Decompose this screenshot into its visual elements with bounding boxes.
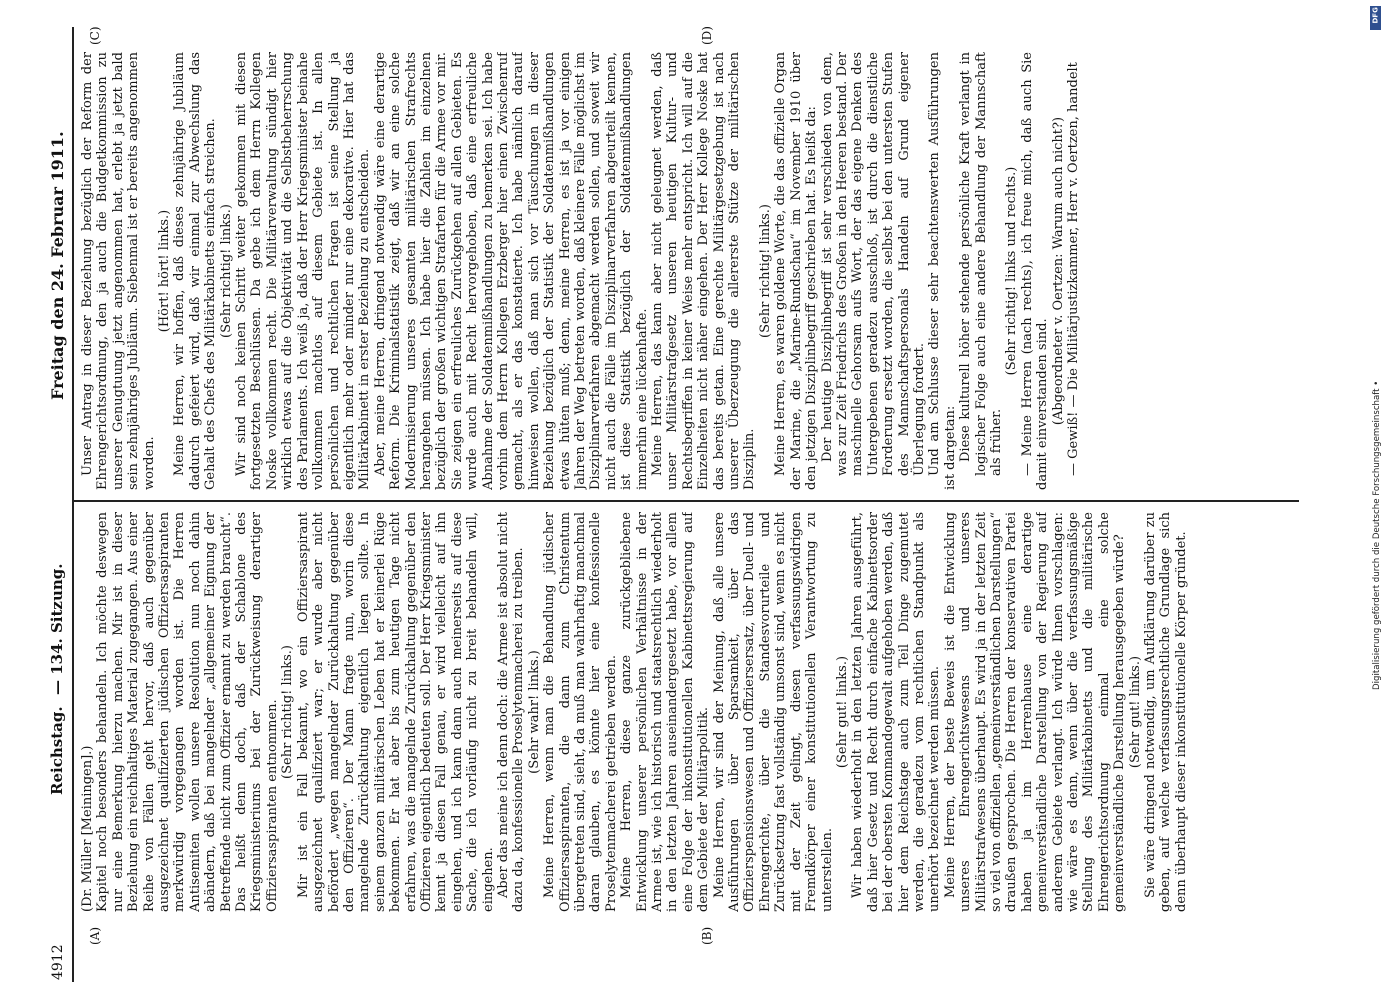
margin-marker-c: (C) <box>88 26 102 45</box>
paragraph: Meine Herren, wir hoffen, daß dieses zehnjährige Jubiläum dadurch gefeiert wird, daß wir einmal zur Abwechslung das Gehalt des Chefs des Militärkabinetts einfach streichen. <box>172 52 219 490</box>
speaker-line: (Dr. Müller [Meiningen].) <box>80 745 95 912</box>
paragraph: Meine Herren, der beste Beweis ist die Entwicklung unseres Ehrengerichtswesens und unseres Militärstrafwesens überhaupt. Es wird ja in der letzten Zeit so viel von offiziellen „gemeinverständlichen Darstellungen“ draußen gesprochen. Die Herren der konservativen Partei haben ja im Herrenhause eine derartige gemeinverständliche Darstellung von der Regierung auf anderem Gebiete verlangt. Ich würde Ihnen vorschlagen: wie wäre es denn, wenn über die verfassungsmäßige Stellung des Militärkabinetts und die militärische Ehrengerichtsordnung einmal eine solche gemeinverständliche Darstellung herausgegeben würde? <box>942 512 1128 912</box>
paragraph: Aber das meine ich denn doch: die Armee ist absolut nicht dazu da, konfessionelle Proselytenmacherei zu treiben. <box>495 512 527 912</box>
margin-marker-d: (D) <box>700 26 714 45</box>
paragraph: Wir haben wiederholt in den letzten Jahren ausgeführt, daß hier Gesetz und Recht durch einfache Kabinettsorder bei der obersten Kommandogewalt aufgehoben werden, daß hier dem Reichstage auch zum Teil Dinge zugemutet werden, die geradezu vom rechtlichen Standpunkt als unerhört bezeichnet werden müssen. <box>850 512 943 912</box>
page-number: 4912 <box>50 944 66 980</box>
digitization-credit: Digitalisierung gefördert durch die Deutsche Forschungsgemeinschaft • <box>1372 380 1382 690</box>
column-divider <box>74 501 1299 503</box>
quotation: Der heutige Disziplinbegriff ist sehr verschieden von dem, was zur Zeit Friedrichs des Großen in den Heeren bestand. Der maschinelle Gehorsam aufs Wort, der das eigene Denken des Untergebenen geradezu ausschloß, ist durch die dienstliche Forderung ersetzt worden, die selbst bei den untersten Stufen des Mannschaftspersonals Handeln auf Grund eigener Überlegung fordert. <box>819 52 927 476</box>
interjection: (Sehr richtig! links.) <box>218 204 234 338</box>
paragraph: Unser Antrag in dieser Beziehung bezüglich der Reform der Ehrengerichtsordnung, den ja auch die Budgetkommission zu unserer Genugtuung jetzt angenommen hat, erlebt ja jetzt bald sein zehnjähriges Jubiläum. Siebenmal ist er bereits angenommen worden. <box>80 52 157 490</box>
margin-marker-b: (B) <box>700 926 714 945</box>
paragraph: — Gewiß! — Die Militärjustizkammer, Herr v. Oertzen, handelt <box>1066 62 1081 476</box>
interjection: (Hört! hört! links.) <box>157 209 173 333</box>
left-column <box>80 512 1340 912</box>
paragraph: Meine Herren, es waren goldene Worte, die das offizielle Organ der Marine, die „Marine-Rundschau“ im November 1910 über den jetzigen Disziplinbegriff geschrieben hat. Es heißt da: <box>773 52 820 490</box>
interjection: (Sehr richtig! links.) <box>280 645 296 779</box>
paragraph: Sie wäre dringend notwendig, um Aufklärung darüber zu geben, auf welche verfassungsrechtliche Grundlage sich denn überhaupt dieser inkonstitutionelle Körper gründet. <box>1143 512 1189 912</box>
session-label: — 134. Sitzung. <box>48 563 66 695</box>
paragraph: Meine Herren, wenn man die Behandlung jüdischer Offiziersaspiranten, die dann zum Christentum übergetreten sind, sieht, da muß man wahrhaftig manchmal daran glauben, es könnte hier eine konfessionelle Proselytenmacherei getrieben werden. <box>542 512 619 912</box>
paragraph: Wir sind noch keinen Schritt weiter gekommen mit diesen fortgesetzten Beschlüssen. Da gebe ich dem Herrn Kollegen Noske vollkommen recht. Die Militärverwaltung sündigt hier wirklich etwas auf die Objektivität und die Selbstbeherrschung des Parlaments. Ich weiß ja, daß der Herr Kriegsminister beinahe vollkommen machtlos auf diesem Gebiete ist. In allen persönlichen und rechtlichen Fragen ist seine Stellung ja eigentlich mehr oder minder nur eine dekorative. Hier hat das Militärkabinett in erster Beziehung zu entscheiden. <box>234 52 373 490</box>
date-heading: Freitag den 24. Februar 1911. <box>48 131 67 400</box>
interjection: (Sehr wahr! links.) <box>526 650 542 774</box>
header-rule <box>72 27 74 982</box>
paragraph: Meine Herren, diese ganze zurückgebliebene Entwicklung unserer persönlichen Verhältnisse in der Armee ist, wie ich historisch und staatsrechtlich wiederholt in den letzten Jahren auseinandergesetzt habe, vor allem eine Folge der inkonstitutionellen Kabinettsregierung auf dem Gebiete der Militärpolitik. <box>619 512 712 912</box>
margin-marker-a: (A) <box>88 926 102 945</box>
interjection: (Sehr gut! links.) <box>834 655 850 769</box>
paragraph: Und am Schlusse dieser sehr beachtenswerten Ausführungen ist dargetan: <box>927 52 958 490</box>
interjection: (Sehr richtig! links und rechts.) <box>1004 166 1020 376</box>
dfg-logo-text: DFG <box>1371 7 1380 24</box>
paragraph: Meine Herren, wir sind der Meinung, daß alle unsere Ausführungen über Sparsamkeit, über das Offizierspensionswesen und Offiziersersatz, über Duell- und Ehrengerichte, über die Standesvorurteile und Zurücksetzung fast vollständig umsonst sind, wenn es nicht mit der Zeit gelingt, diesen verfassungswidrigen Fremdkörper einer konstitutionellen Verantwortung zu unterstellen. <box>711 512 835 912</box>
paragraph: Aber, meine Herren, dringend notwendig wäre eine derartige Reform. Die Kriminalstatistik zeigt, daß wir an eine solche Modernisierung unseres gesamten militärischen Strafrechts herangehen müssen. Ich habe hier die Zahlen im einzelnen bezüglich der großen wichtigen Strafarten für die Armee vor mir. Sie zeigen ein erfreuliches Zurückgehen auf allen Gebieten. Es wurde auch mit Recht hervorgehoben, daß eine erfreuliche Abnahme der Soldatenmißhandlungen zu bemerken sei. Ich habe vorhin dem Herrn Kollegen Erzberger hier einen Zwischenruf gemacht, als er das konstatierte. Ich habe nämlich darauf hinweisen wollen, daß man sich vor Täuschungen in dieser Beziehung bezüglich der Statistik der Soldatenmißhandlungen etwas hüten muß; denn, meine Herren, es ist ja vor einigen Jahren der Weg betreten worden, daß kleinere Fälle möglichst im Disziplinarverfahren abgemacht werden sollen, und soweit wir nicht auch die Fälle im Disziplinarverfahren abgeurteilt kennen, ist diese Statistik bezüglich der Soldatenmißhandlungen immerhin eine lückenhafte. <box>372 52 650 490</box>
paragraph: Meine Herren, das kann aber nicht geleugnet werden, daß unser Militärstrafgesetz unseren heutigen Kultur- und Rechtsbegriffen in keiner Weise mehr entspricht. Ich will auf die Einzelheiten nicht näher eingehen. Der Herr Kollege Noske hat das bereits getan. Eine gerechte Militärgesetzgebung ist nach unserer Überzeugung die allererste Stütze der militärischen Disziplin. <box>650 52 758 490</box>
paragraph: Kapitel noch besonders behandeln. Ich möchte deswegen nur eine Bemerkung hierzu machen. Mir ist in dieser Beziehung ein reichhaltiges Material zugegangen. Aus einer Reihe von Fällen geht hervor, daß auch gegenüber ausgezeichnet qualifizierten jüdischen Offiziersaspiranten merkwürdig vorgegangen worden ist. Die Herren Antisemiten wollen unsere Resolution nun noch dahin abändern, daß bei mangelnder „allgemeiner Eignung der Betreffende nicht zum Offizier ernannt zu werden braucht“. Das heißt denn doch, daß der Schablone des Kriegsministeriums bei der Zurückweisung derartiger Offiziersaspiranten entnommen. <box>95 512 280 912</box>
right-column <box>80 52 1340 490</box>
dfg-logo <box>1370 6 1381 30</box>
paragraph: Mir ist ein Fall bekannt, wo ein Offiziersaspirant ausgezeichnet qualifiziert war; er wurde aber nicht befördert „wegen mangelnder Zurückhaltung gegenüber den Offizieren“. Der Mann fragte nun, worin diese mangelnde Zurückhaltung eigentlich liegen sollte. In seinem ganzen militärischen Leben hat er keinerlei Rüge bekommen. Er hat aber bis zum heutigen Tage nicht erfahren, was die mangelnde Zurückhaltung gegenüber den Offizieren eigentlich bedeuten soll. Der Herr Kriegsminister kennt ja diesen Fall genau, er wird vielleicht auf ihn eingehen, und ich kann dann auch meinerseits auf diese Sache, die ich vorläufig nicht zu breit behandeln will, eingehen. <box>295 512 496 912</box>
interjection: (Sehr gut! links.) <box>1127 655 1143 769</box>
publication-title: Reichstag. <box>48 706 66 795</box>
quotation: Diese kulturell höher stehende persönliche Kraft verlangt in logischer Folge auch eine andere Behandlung der Mannschaft als früher. <box>958 52 1004 476</box>
interjection: (Abgeordneter v. Oertzen: Warum auch nicht?) <box>1050 116 1066 426</box>
paragraph: — Meine Herren (nach rechts), ich freue mich, daß auch Sie damit einverstanden sind. <box>1019 52 1051 490</box>
interjection: (Sehr richtig! links.) <box>757 204 773 338</box>
